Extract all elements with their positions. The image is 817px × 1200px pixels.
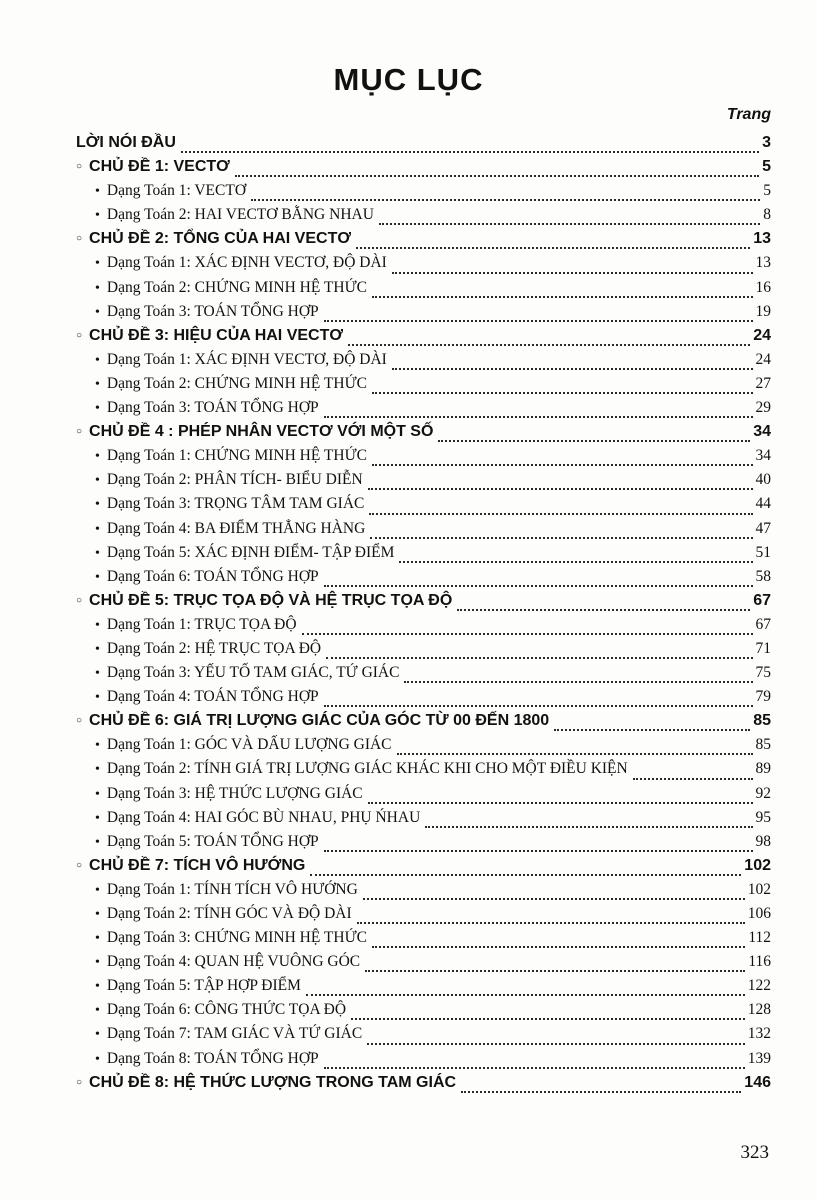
toc-entry-page: 8 xyxy=(763,206,771,224)
toc-entry-label: Dạng Toán 4: HAI GÓC BÙ NHAU, PHỤ ŃHAU xyxy=(106,808,421,826)
dot-leader xyxy=(397,753,753,755)
dot-leader xyxy=(306,994,745,996)
toc-entry-page: 27 xyxy=(755,374,771,392)
dot-leader xyxy=(324,850,753,852)
dot-bullet-icon: • xyxy=(95,521,100,537)
dot-leader xyxy=(367,1043,745,1045)
toc-entry-page: 106 xyxy=(747,905,771,922)
toc-entry xyxy=(76,1050,771,1074)
dot-leader xyxy=(461,1091,741,1093)
dot-bullet-icon: • xyxy=(95,401,100,417)
toc-entry-label: CHỦ ĐỀ 6: GIÁ TRỊ LƯỢNG GIÁC CỦA GÓC TỪ 00 ĐẾN 1800 xyxy=(89,712,550,730)
dot-bullet-icon: • xyxy=(95,1051,100,1067)
toc-entry xyxy=(76,809,771,833)
dot-leader xyxy=(372,392,753,394)
toc-entry-page: 98 xyxy=(755,832,771,850)
toc-entry-page: 85 xyxy=(753,712,771,730)
circle-bullet-icon: ○ xyxy=(76,426,83,438)
toc-entry-page: 146 xyxy=(744,1073,771,1091)
toc-entry xyxy=(76,230,771,254)
toc-entry-page: 24 xyxy=(753,326,771,344)
toc-entry-page: 19 xyxy=(755,302,771,320)
toc-entry-label: Dạng Toán 5: XÁC ĐỊNH ĐIỂM- TẬP ĐIỂM xyxy=(106,543,395,561)
toc-entry-page: 139 xyxy=(747,1049,771,1067)
toc-entry-page: 3 xyxy=(762,134,771,151)
dot-leader xyxy=(404,681,752,683)
toc-entry xyxy=(76,881,771,905)
toc-entry-label: Dạng Toán 2: CHỨNG MINH HỆ THỨC xyxy=(106,278,367,296)
toc-entry xyxy=(76,134,771,158)
dot-leader xyxy=(324,585,753,587)
dot-bullet-icon: • xyxy=(95,184,100,200)
toc-entry xyxy=(76,736,771,760)
toc-entry-page: 102 xyxy=(744,856,771,874)
dot-bullet-icon: • xyxy=(95,473,100,489)
dot-bullet-icon: • xyxy=(95,979,100,995)
toc-entry-page: 122 xyxy=(747,977,771,995)
dot-leader xyxy=(554,729,750,731)
toc-entry-label: Dạng Toán 1: TÍNH TÍCH VÔ HƯỚNG xyxy=(106,880,358,898)
toc-list xyxy=(0,134,817,1098)
toc-entry xyxy=(76,1001,771,1025)
dot-leader xyxy=(356,247,750,249)
toc-entry-page: 85 xyxy=(755,736,771,754)
toc-entry-page: 47 xyxy=(755,519,771,537)
toc-entry-page: 75 xyxy=(755,664,771,682)
toc-entry-page: 29 xyxy=(755,399,771,417)
toc-entry-page: 67 xyxy=(755,615,771,633)
toc-entry xyxy=(76,664,771,688)
dot-bullet-icon: • xyxy=(95,738,100,754)
toc-entry-label: Dạng Toán 2: HỆ TRỤC TỌA ĐỘ xyxy=(106,639,322,657)
toc-entry-label: Dạng Toán 4: TOÁN TỔNG HỢP xyxy=(106,688,319,706)
dot-bullet-icon: • xyxy=(95,931,100,947)
dot-bullet-icon: • xyxy=(95,641,100,657)
toc-entry xyxy=(76,254,771,278)
toc-entry-page: 116 xyxy=(748,953,771,971)
dot-bullet-icon: • xyxy=(95,907,100,922)
dot-bullet-icon: • xyxy=(95,569,100,585)
toc-entry-page: 13 xyxy=(753,230,771,248)
toc-entry-label: CHỦ ĐỀ 1: VECTƠ xyxy=(89,158,230,176)
toc-entry xyxy=(76,760,771,784)
dot-leader xyxy=(302,633,753,635)
toc-entry xyxy=(76,712,771,736)
toc-entry-page: 112 xyxy=(748,929,771,947)
toc-entry-page: 58 xyxy=(755,567,771,585)
dot-leader xyxy=(326,657,752,659)
toc-entry xyxy=(76,953,771,977)
toc-entry-label: Dạng Toán 3: HỆ THỨC LƯỢNG GIÁC xyxy=(106,784,363,802)
toc-entry-page: 16 xyxy=(755,278,771,296)
toc-entry-label: Dạng Toán 6: TOÁN TỔNG HỢP xyxy=(106,567,319,585)
toc-entry-page: 95 xyxy=(755,808,771,826)
circle-bullet-icon: ○ xyxy=(76,233,83,245)
toc-entry-page: 71 xyxy=(755,639,771,657)
toc-entry-page: 79 xyxy=(755,688,771,706)
toc-entry xyxy=(76,640,771,664)
dot-leader xyxy=(425,826,752,828)
toc-entry xyxy=(76,785,771,809)
dot-bullet-icon: • xyxy=(95,810,100,826)
dot-leader xyxy=(457,609,750,611)
toc-entry-label: Dạng Toán 1: VECTƠ xyxy=(106,182,247,200)
dot-bullet-icon: • xyxy=(95,955,100,971)
dot-bullet-icon: • xyxy=(95,352,100,368)
circle-bullet-icon: ○ xyxy=(76,161,83,173)
dot-leader xyxy=(348,344,750,346)
dot-leader xyxy=(324,1067,745,1069)
dot-bullet-icon: • xyxy=(95,1027,100,1043)
toc-entry-label: Dạng Toán 4: QUAN HỆ VUÔNG GÓC xyxy=(106,953,361,971)
dot-leader xyxy=(368,802,753,804)
dot-leader xyxy=(324,705,753,707)
toc-entry xyxy=(76,279,771,303)
dot-bullet-icon: • xyxy=(95,786,100,802)
toc-entry xyxy=(76,1025,771,1049)
toc-entry-label: Dạng Toán 2: PHÂN TÍCH- BIỂU DIỄN xyxy=(106,471,363,489)
dot-leader xyxy=(392,368,753,370)
toc-entry-label: Dạng Toán 2: TÍNH GÓC VÀ ĐỘ DÀI xyxy=(106,905,352,922)
toc-entry xyxy=(76,1074,771,1098)
trang-column-label: Trang xyxy=(726,106,771,123)
dot-leader xyxy=(310,874,741,876)
dot-leader xyxy=(324,416,753,418)
toc-entry xyxy=(76,471,771,495)
toc-entry-label: Dạng Toán 3: CHỨNG MINH HỆ THỨC xyxy=(106,929,367,947)
toc-entry xyxy=(76,206,771,230)
toc-entry xyxy=(76,977,771,1001)
toc-entry-label: CHỦ ĐỀ 5: TRỤC TỌA ĐỘ VÀ HỆ TRỤC TỌA ĐỘ xyxy=(89,591,453,609)
toc-entry-page: 89 xyxy=(755,760,771,778)
toc-entry-page: 102 xyxy=(747,880,771,898)
toc-entry xyxy=(76,399,771,423)
toc-entry-page: 5 xyxy=(762,158,771,176)
toc-entry-label: Dạng Toán 6: CÔNG THỨC TỌA ĐỘ xyxy=(106,1001,347,1019)
dot-bullet-icon: • xyxy=(95,280,100,296)
toc-entry-page: 51 xyxy=(755,543,771,561)
dot-leader xyxy=(372,464,753,466)
toc-entry xyxy=(76,303,771,327)
toc-entry-page: 34 xyxy=(755,447,771,465)
toc-entry-label: Dạng Toán 1: GÓC VÀ DẤU LƯỢNG GIÁC xyxy=(106,736,392,754)
toc-entry-label: CHỦ ĐỀ 2: TỔNG CỦA HAI VECTƠ xyxy=(89,230,351,248)
toc-entry xyxy=(76,833,771,857)
dot-leader xyxy=(392,272,753,274)
dot-leader xyxy=(181,151,759,153)
toc-entry xyxy=(76,423,771,447)
toc-entry xyxy=(76,688,771,712)
dot-bullet-icon: • xyxy=(95,497,100,513)
toc-entry-page: 13 xyxy=(755,254,771,272)
toc-entry-label: CHỦ ĐỀ 8: HỆ THỨC LƯỢNG TRONG TAM GIÁC xyxy=(89,1073,457,1091)
dot-bullet-icon: • xyxy=(95,376,100,392)
dot-leader xyxy=(365,970,745,972)
toc-entry-label: Dạng Toán 1: CHỨNG MINH HỆ THỨC xyxy=(106,447,367,465)
circle-bullet-icon: ○ xyxy=(76,329,83,341)
toc-entry-page: 67 xyxy=(753,591,771,609)
toc-entry-label: Dạng Toán 1: XÁC ĐỊNH VECTƠ, ĐỘ DÀI xyxy=(106,254,387,272)
circle-bullet-icon: ○ xyxy=(76,594,83,606)
toc-entry-page: 132 xyxy=(747,1025,771,1043)
dot-leader xyxy=(235,175,759,177)
toc-entry xyxy=(76,351,771,375)
toc-entry xyxy=(76,327,771,351)
page-title: MỤC LỤC xyxy=(333,62,484,97)
toc-entry xyxy=(76,520,771,544)
toc-entry xyxy=(76,929,771,953)
toc-entry-page: 5 xyxy=(763,182,771,200)
toc-entry xyxy=(76,158,771,182)
dot-bullet-icon: • xyxy=(95,617,100,633)
toc-entry-label: Dạng Toán 1: XÁC ĐỊNH VECTƠ, ĐỘ DÀI xyxy=(106,350,387,368)
toc-entry xyxy=(76,375,771,399)
toc-entry xyxy=(76,495,771,519)
dot-leader xyxy=(379,223,760,225)
toc-entry-page: 92 xyxy=(755,784,771,802)
toc-entry-label: LỜI NÓI ĐẦU xyxy=(76,134,176,151)
dot-leader xyxy=(324,320,753,322)
toc-entry-label: Dạng Toán 3: TOÁN TỔNG HỢP xyxy=(106,399,319,417)
dot-leader xyxy=(251,199,760,201)
toc-entry xyxy=(76,182,771,206)
dot-bullet-icon: • xyxy=(95,304,100,320)
dot-leader xyxy=(369,513,752,515)
toc-entry-page: 128 xyxy=(747,1001,771,1019)
toc-entry-page: 40 xyxy=(755,471,771,489)
toc-entry-label: Dạng Toán 2: HAI VECTƠ BẰNG NHAU xyxy=(106,206,374,224)
dot-bullet-icon: • xyxy=(95,762,100,778)
dot-leader xyxy=(438,440,750,442)
toc-entry-label: Dạng Toán 2: TÍNH GIÁ TRỊ LƯỢNG GIÁC KHÁC KHI CHO MỘT ĐIỀU KIỆN xyxy=(106,760,628,778)
dot-leader xyxy=(368,488,753,490)
toc-entry-label: Dạng Toán 2: CHỨNG MINH HỆ THỨC xyxy=(106,374,367,392)
toc-entry xyxy=(76,447,771,471)
dot-bullet-icon: • xyxy=(95,690,100,706)
dot-bullet-icon: • xyxy=(95,1003,100,1019)
toc-entry xyxy=(76,905,771,929)
toc-entry xyxy=(76,616,771,640)
dot-bullet-icon: • xyxy=(95,256,100,272)
toc-entry-label: Dạng Toán 5: TẬP HỢP ĐIỂM xyxy=(106,977,301,995)
dot-bullet-icon: • xyxy=(95,882,100,898)
toc-entry xyxy=(76,857,771,881)
dot-bullet-icon: • xyxy=(95,834,100,850)
dot-leader xyxy=(372,296,753,298)
toc-entry-label: Dạng Toán 8: TOÁN TỔNG HỢP xyxy=(106,1049,319,1067)
circle-bullet-icon: ○ xyxy=(76,1076,83,1088)
toc-entry-label: Dạng Toán 7: TAM GIÁC VÀ TỨ GIÁC xyxy=(106,1025,363,1043)
dot-leader xyxy=(372,946,745,948)
toc-entry-label: CHỦ ĐỀ 7: TÍCH VÔ HƯỚNG xyxy=(89,856,306,874)
toc-entry-label: Dạng Toán 3: YẾU TỐ TAM GIÁC, TỨ GIÁC xyxy=(106,664,400,682)
toc-entry-label: CHỦ ĐỀ 4 : PHÉP NHÂN VECTƠ VỚI MỘT SỐ xyxy=(89,423,434,441)
toc-entry-label: Dạng Toán 3: TRỌNG TÂM TAM GIÁC xyxy=(106,495,365,513)
circle-bullet-icon: ○ xyxy=(76,715,83,727)
dot-bullet-icon: • xyxy=(95,449,100,465)
dot-leader xyxy=(357,922,745,924)
dot-bullet-icon: • xyxy=(95,545,100,561)
dot-leader xyxy=(351,1018,745,1020)
toc-entry-label: Dạng Toán 3: TOÁN TỔNG HỢP xyxy=(106,302,319,320)
toc-entry-page: 44 xyxy=(755,495,771,513)
dot-leader xyxy=(363,898,745,900)
circle-bullet-icon: ○ xyxy=(76,859,83,871)
dot-leader xyxy=(399,561,752,563)
toc-entry-page: 24 xyxy=(755,350,771,368)
dot-leader xyxy=(633,778,753,780)
dot-leader xyxy=(370,537,752,539)
toc-entry-label: Dạng Toán 4: BA ĐIỂM THẲNG HÀNG xyxy=(106,519,366,537)
toc-entry-label: CHỦ ĐỀ 3: HIỆU CỦA HAI VECTƠ xyxy=(89,326,344,344)
toc-entry-label: Dạng Toán 1: TRỤC TỌA ĐỘ xyxy=(106,615,297,633)
dot-bullet-icon: • xyxy=(95,666,100,682)
toc-entry xyxy=(76,568,771,592)
page-number: 323 xyxy=(740,1142,769,1163)
dot-bullet-icon: • xyxy=(95,208,100,224)
toc-entry-page: 34 xyxy=(753,423,771,441)
toc-entry-label: Dạng Toán 5: TOÁN TỔNG HỢP xyxy=(106,832,319,850)
toc-entry xyxy=(76,592,771,616)
toc-entry xyxy=(76,544,771,568)
